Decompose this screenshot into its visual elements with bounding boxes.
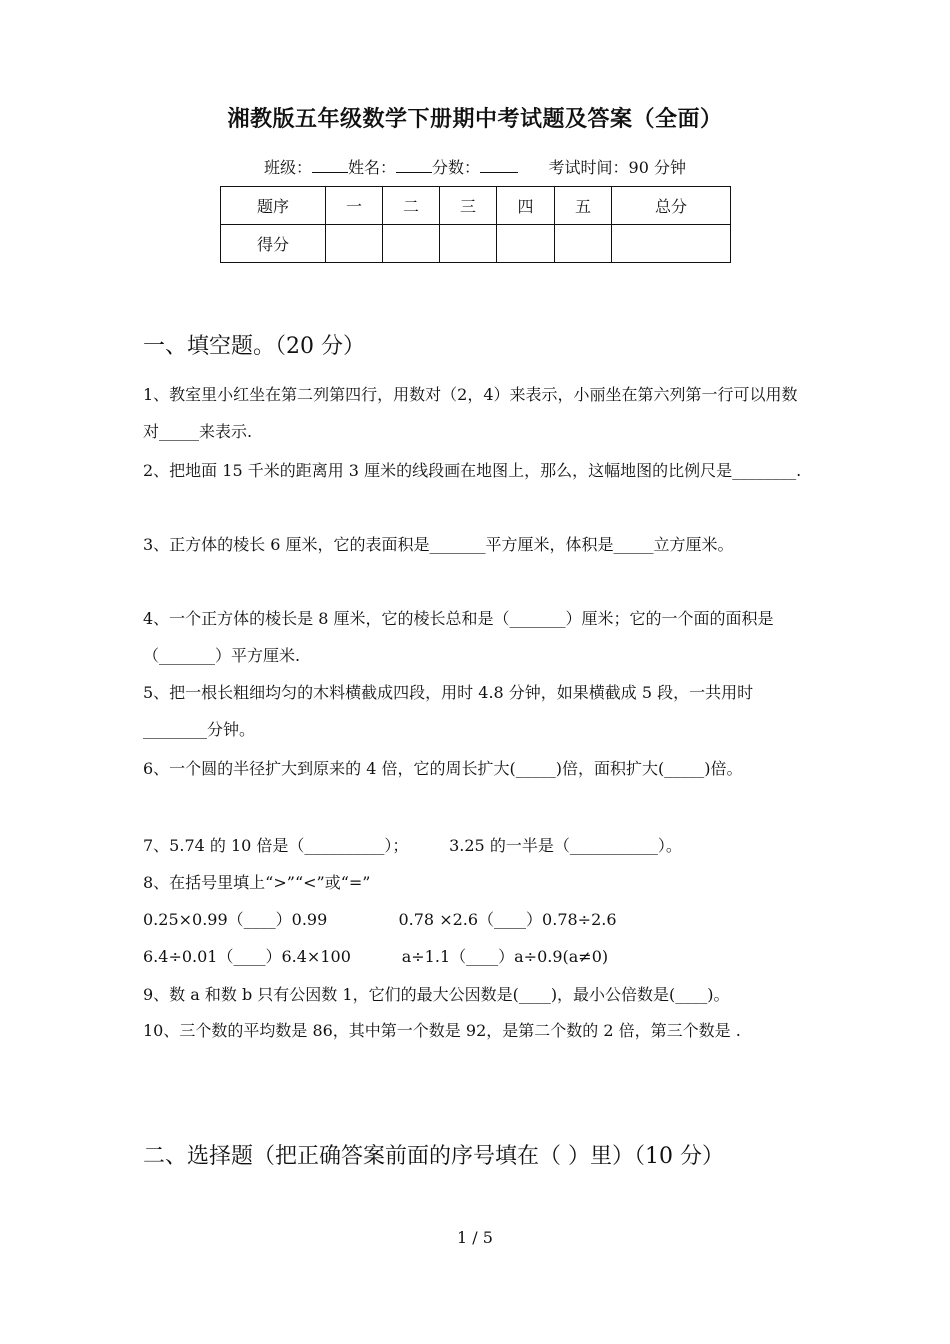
name-label: 姓名：	[348, 158, 397, 177]
score-cell	[555, 225, 612, 263]
header-cell: 一	[326, 187, 383, 225]
page-number: 1 / 5	[457, 1228, 493, 1247]
score-label: 分数：	[432, 158, 481, 177]
time-label: 考试时间：90 分钟	[548, 158, 686, 177]
header-cell: 五	[555, 187, 612, 225]
section2-heading: 二、选择题（把正确答案前面的序号填在（ ）里）（10 分）	[143, 1144, 724, 1169]
question-8-row-1: 0.25×0.99（____）0.99 0.78 ×2.6（____）0.78÷2.6	[143, 910, 617, 929]
question-7: 7、5.74 的 10 倍是（__________）； 3.25 的一半是（___________）。	[143, 836, 682, 855]
question-6: 6、一个圆的半径扩大到原来的 4 倍，它的周长扩大(_____)倍，面积扩大(_____)倍。	[143, 759, 743, 778]
question-8: 8、在括号里填上“>”“<”或“=”	[143, 873, 371, 892]
header-cell: 题序	[221, 187, 326, 225]
question-5: 5、把一根长粗细均匀的木料横截成四段，用时 4.8 分钟，如果横截成 5 段，一共用时________分钟。	[143, 683, 754, 739]
name-blank	[396, 156, 432, 173]
score-table	[220, 186, 731, 263]
score-cell	[440, 225, 497, 263]
student-info-line	[0, 155, 950, 178]
question-10: 10、三个数的平均数是 86，其中第一个数是 92，是第二个数的 2 倍，第三个数是 .	[143, 1021, 741, 1040]
question-1: 1、教室里小红坐在第二列第四行，用数对（2，4）来表示，小丽坐在第六列第一行可以用数对_____来表示.	[143, 385, 798, 441]
score-table-score-row	[221, 225, 731, 263]
score-blank	[480, 156, 518, 173]
class-blank	[312, 156, 348, 173]
header-cell: 总分	[612, 187, 731, 225]
exam-title: 湘教版五年级数学下册期中考试题及答案（全面）	[227, 106, 723, 132]
question-2: 2、把地面 15 千米的距离用 3 厘米的线段画在地图上，那么，这幅地图的比例尺是________.	[143, 461, 802, 480]
section1-heading: 一、填空题。（20 分）	[143, 334, 365, 359]
score-cell	[383, 225, 440, 263]
question-4: 4、一个正方体的棱长是 8 厘米，它的棱长总和是（_______）厘米；它的一个面的面积是（_______）平方厘米.	[143, 609, 774, 665]
question-9: 9、数 a 和数 b 只有公因数 1，它们的最大公因数是(____)，最小公倍数是(____)。	[143, 985, 730, 1004]
row-label-cell: 得分	[221, 225, 326, 263]
question-8-row-2: 6.4÷0.01（____）6.4×100 a÷1.1（____）a÷0.9(a≠0)	[143, 947, 609, 966]
score-cell	[612, 225, 731, 263]
score-table-header-row	[221, 187, 731, 225]
header-cell: 四	[497, 187, 555, 225]
score-cell	[497, 225, 555, 263]
question-3: 3、正方体的棱长 6 厘米，它的表面积是_______平方厘米，体积是_____立方厘米。	[143, 535, 734, 554]
score-cell	[326, 225, 383, 263]
header-cell: 三	[440, 187, 497, 225]
header-cell: 二	[383, 187, 440, 225]
class-label: 班级：	[263, 158, 312, 177]
